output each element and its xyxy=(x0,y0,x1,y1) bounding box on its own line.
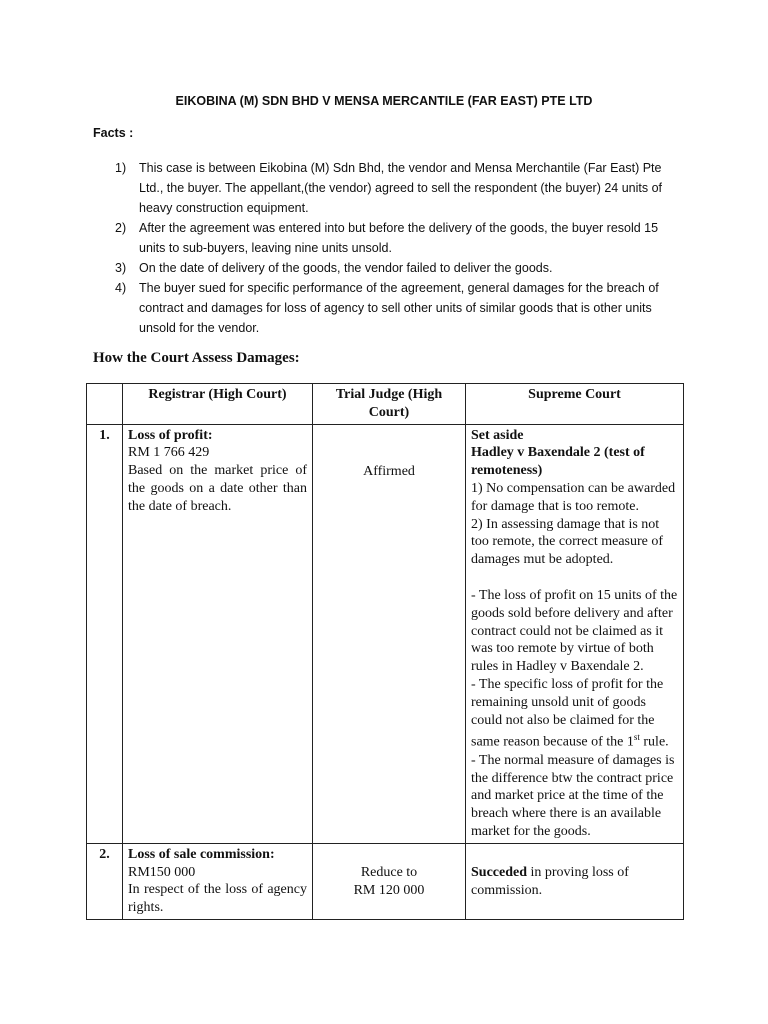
table-row xyxy=(87,424,684,843)
supreme-court-cell xyxy=(466,843,684,919)
table-header-row xyxy=(87,384,684,425)
cell-paragraph: 2) In assessing damage that is not too remote, the correct measure of damages mut be adopted. xyxy=(471,516,664,568)
trial-judge-cell xyxy=(313,424,466,843)
cell-text: Affirmed xyxy=(363,463,415,479)
list-number: 2) xyxy=(115,221,127,235)
list-number: 3) xyxy=(115,261,127,275)
supreme-court-cell xyxy=(466,424,684,843)
header-cell-trial-judge: Trial Judge (High Court) xyxy=(313,384,466,425)
facts-list xyxy=(93,158,683,338)
list-item xyxy=(93,218,683,258)
table-row xyxy=(87,843,684,919)
cell-text: Reduce to xyxy=(360,864,418,880)
list-number: 1) xyxy=(115,161,127,175)
header-cell-supreme-court: Supreme Court xyxy=(466,384,684,425)
list-item xyxy=(93,258,683,278)
cell-paragraph: - The specific loss of profit for the remaining unsold unit of goods could not also be claimed for the same reason because of the 1st rule. xyxy=(471,676,669,750)
cell-heading: Set aside xyxy=(471,427,524,443)
list-text: The buyer sued for specific performance of the agreement, general damages for the breach of contract and damages for loss of agency to sell other units of similar goods that is other units unsold for the vendor. xyxy=(139,281,659,335)
cell-paragraph: 1) No compensation can be awarded for damage that is too remote. xyxy=(471,480,676,514)
section-heading: How the Court Assess Damages: xyxy=(93,350,300,366)
cell-amount: RM150 000 xyxy=(128,864,196,880)
row-number: 1. xyxy=(87,424,123,843)
list-number: 4) xyxy=(115,281,127,295)
damages-table xyxy=(86,383,684,920)
cell-paragraph: - The loss of profit on 15 units of the goods sold before delivery and after contract could not be claimed as it was too remote by virtue of both rules in Hadley v Baxendale 2. xyxy=(471,587,678,675)
row-number: 2. xyxy=(87,843,123,919)
cell-amount: RM 1 766 429 xyxy=(128,445,210,461)
cell-text: RM 120 000 xyxy=(353,882,425,898)
trial-judge-cell xyxy=(313,843,466,919)
registrar-cell xyxy=(123,424,313,843)
header-cell-number xyxy=(87,384,123,425)
cell-paragraph: - The normal measure of damages is the difference btw the contract price and market price at the time of the breach where there is an available market for the goods. xyxy=(471,752,675,839)
registrar-cell xyxy=(123,843,313,919)
cell-paragraph: Succeded in proving loss of commission. xyxy=(471,864,629,898)
cell-heading: Loss of sale commission: xyxy=(128,846,275,862)
cell-text: In respect of the loss of agency rights. xyxy=(128,882,307,916)
list-text: On the date of delivery of the goods, the vendor failed to deliver the goods. xyxy=(139,261,553,275)
list-item xyxy=(93,278,683,338)
list-item xyxy=(93,158,683,218)
cell-text: Based on the market price of the goods on a date other than the date of breach. xyxy=(128,463,307,514)
list-text: This case is between Eikobina (M) Sdn Bhd, the vendor and Mensa Merchantile (Far East) Pte Ltd., the buyer. The appellant,(the vendor) agreed to sell the respondent (the buyer) 24 units of heavy construction equipment. xyxy=(139,161,663,215)
case-title: EIKOBINA (M) SDN BHD V MENSA MERCANTILE (FAR EAST) PTE LTD xyxy=(175,94,593,108)
cell-heading: Loss of profit: xyxy=(128,427,213,443)
cell-case-name: Hadley v Baxendale 2 (test of remoteness) xyxy=(471,445,645,479)
facts-label: Facts : xyxy=(93,126,134,140)
list-text: After the agreement was entered into but before the delivery of the goods, the buyer resold 15 units to sub-buyers, leaving nine units unsold. xyxy=(139,221,659,255)
header-cell-registrar: Registrar (High Court) xyxy=(123,384,313,425)
